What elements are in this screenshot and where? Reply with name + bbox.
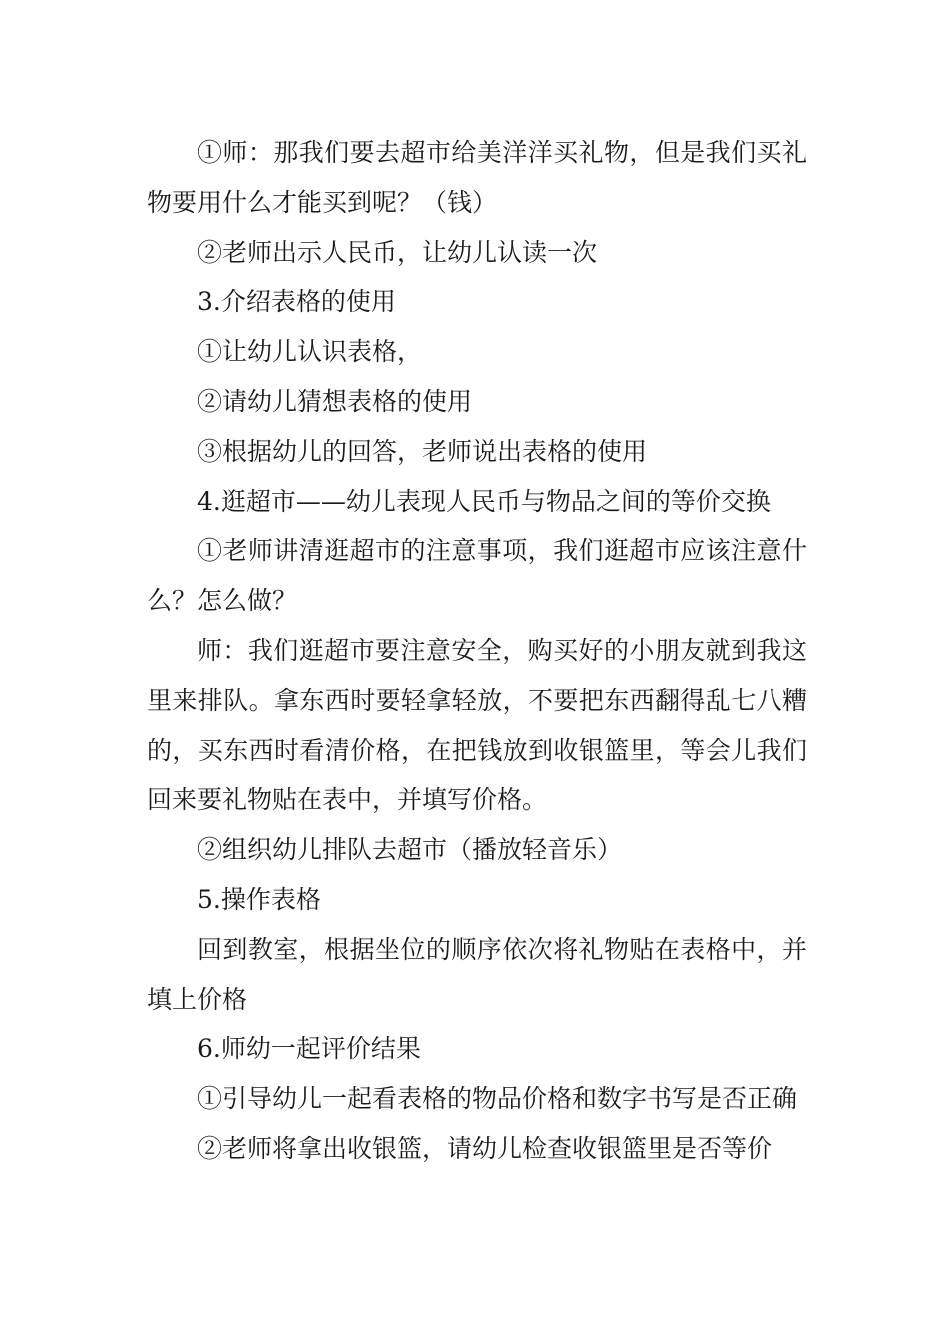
paragraph: 师：我们逛超市要注意安全，购买好的小朋友就到我这里来排队。拿东西时要轻拿轻放，不要把东西翻得乱七八糟的，买东西时看清价格，在把钱放到收银篮里，等会儿我们回来要礼物贴在表中，并填写价格。 (147, 635, 807, 815)
section-heading: 5.操作表格 (197, 884, 321, 914)
paragraph: ①让幼儿认识表格， (197, 337, 423, 367)
paragraph: ②组织幼儿排队去超市（播放轻音乐） (197, 835, 623, 865)
paragraph: ③根据幼儿的回答，老师说出表格的使用 (197, 436, 648, 466)
paragraph: ①引导幼儿一起看表格的物品价格和数字书写是否正确 (197, 1084, 798, 1114)
section-heading: 6.师幼一起评价结果 (197, 1034, 421, 1064)
section-heading: 3.介绍表格的使用 (197, 287, 396, 317)
paragraph: ①师：那我们要去超市给美洋洋买礼物，但是我们买礼物要用什么才能买到呢？（钱） (147, 138, 807, 217)
paragraph: ①老师讲清逛超市的注意事项，我们逛超市应该注意什么？怎么做？ (147, 536, 807, 616)
paragraph: ②老师将拿出收银篮，请幼儿检查收银篮里是否等价 (197, 1133, 773, 1163)
document-body (147, 128, 807, 1174)
paragraph: 回到教室，根据坐位的顺序依次将礼物贴在表格中，并填上价格 (147, 934, 807, 1014)
paragraph: ②老师出示人民币，让幼儿认读一次 (197, 237, 598, 267)
paragraph: ②请幼儿猜想表格的使用 (197, 386, 473, 416)
section-heading: 4.逛超市——幼儿表现人民币与物品之间的等价交换 (197, 486, 771, 516)
